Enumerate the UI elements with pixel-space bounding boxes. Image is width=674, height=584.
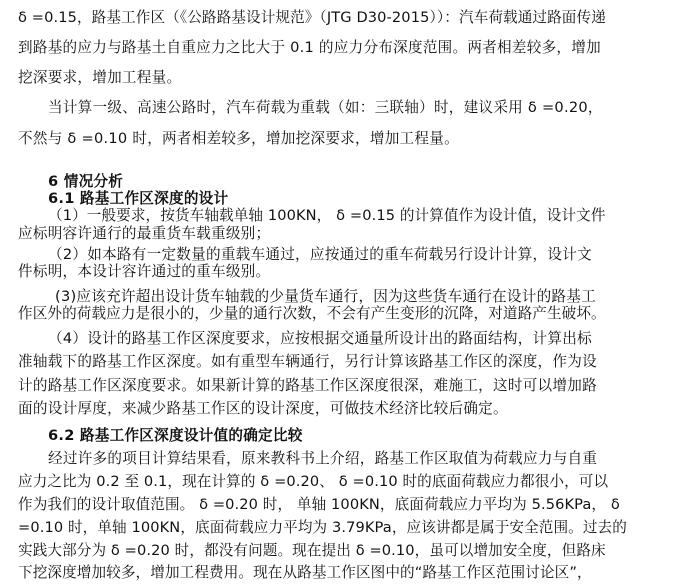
- paragraph-line: 作区外的荷载应力是很小的，少量的通行次数，不会有产生变形的沉降，对道路产生破坏。: [18, 305, 606, 322]
- section-heading: 6 情况分析: [48, 173, 124, 190]
- paragraph-line: 应力之比为 0.2 至 0.1，现在计算的 δ =0.20、 δ =0.10 时的底面荷载应力都很小，可以: [18, 473, 609, 490]
- paragraph-line: 作为我们的设计取值范围。 δ =0.20 时， 单轴 100KN，底面荷载应力平均为 5.56KPa， δ: [18, 496, 620, 513]
- paragraph-line: （2）如本路有一定数量的重载车通过，应按通过的重车荷载另行设计计算，设计文: [48, 246, 592, 263]
- paragraph-line: 经过许多的项目计算结果看，原来教科书上介绍，路基工作区取值为荷载应力与自重: [48, 450, 598, 467]
- paragraph-line: δ =0.15，路基工作区（《公路路基设计规范》（JTG D30-2015））：汽车荷载通过路面传递: [18, 9, 606, 26]
- paragraph-line: 不然与 δ =0.10 时，两者相差较多，增加挖深要求，增加工程量。: [18, 130, 459, 147]
- paragraph-line: 挖深要求，增加工程量。: [18, 69, 182, 86]
- paragraph-line: 面的设计厚度，来减少路基工作区的设计深度，可做技术经济比较后确定。: [18, 400, 508, 417]
- paragraph-line: （4）设计的路基工作区深度要求，应按根据交通量所设计出的路面结构，计算出标: [48, 330, 592, 347]
- paragraph-line: （1）一般要求，按货车轴载单轴 100KN， δ =0.15 的计算值作为设计值，设计文件: [48, 207, 606, 224]
- paragraph-line: 计的路基工作区深度要求。如果新计算的路基工作区深度很深，难施工，这时可以增加路: [18, 377, 597, 394]
- paragraph-line: 实践大部分为 δ =0.20 时，都没有问题。现在提出 δ =0.10，虽可以增加安全度，但路床: [18, 542, 606, 559]
- paragraph-line: 当计算一级、高速公路时，汽车荷载为重载（如：三联轴）时，建议采用 δ =0.20，: [48, 99, 603, 116]
- subsection-heading: 6.1 路基工作区深度的设计: [48, 190, 229, 207]
- paragraph-line: (3)应该充许超出设计货车轴载的少量货车通行，因为这些货车通行在设计的路基工: [55, 288, 596, 305]
- paragraph-line: 到路基的应力与路基土自重应力之比大于 0.1 的应力分布深度范围。两者相差较多，增加: [18, 39, 601, 56]
- paragraph-line: 准轴载下的路基工作区深度。如有重型车辆通行，另行计算该路基工作区的深度，作为设: [18, 353, 597, 370]
- paragraph-line: 应标明容许通行的最重货车载重级别；: [18, 225, 271, 242]
- subsection-heading: 6.2 路基工作区深度设计值的确定比较: [48, 427, 303, 444]
- paragraph-line: 下挖深度增加较多，增加工程费用。现在从路基工作区图中的“路基工作区范围讨论区”，: [18, 564, 592, 581]
- paragraph-line: 件标明，本设计容许通过的重车级别。: [18, 263, 271, 280]
- paragraph-line: =0.10 时，单轴 100KN，底面荷载应力平均为 3.79KPa，应该讲都是属于安全范围。过去的: [18, 519, 627, 536]
